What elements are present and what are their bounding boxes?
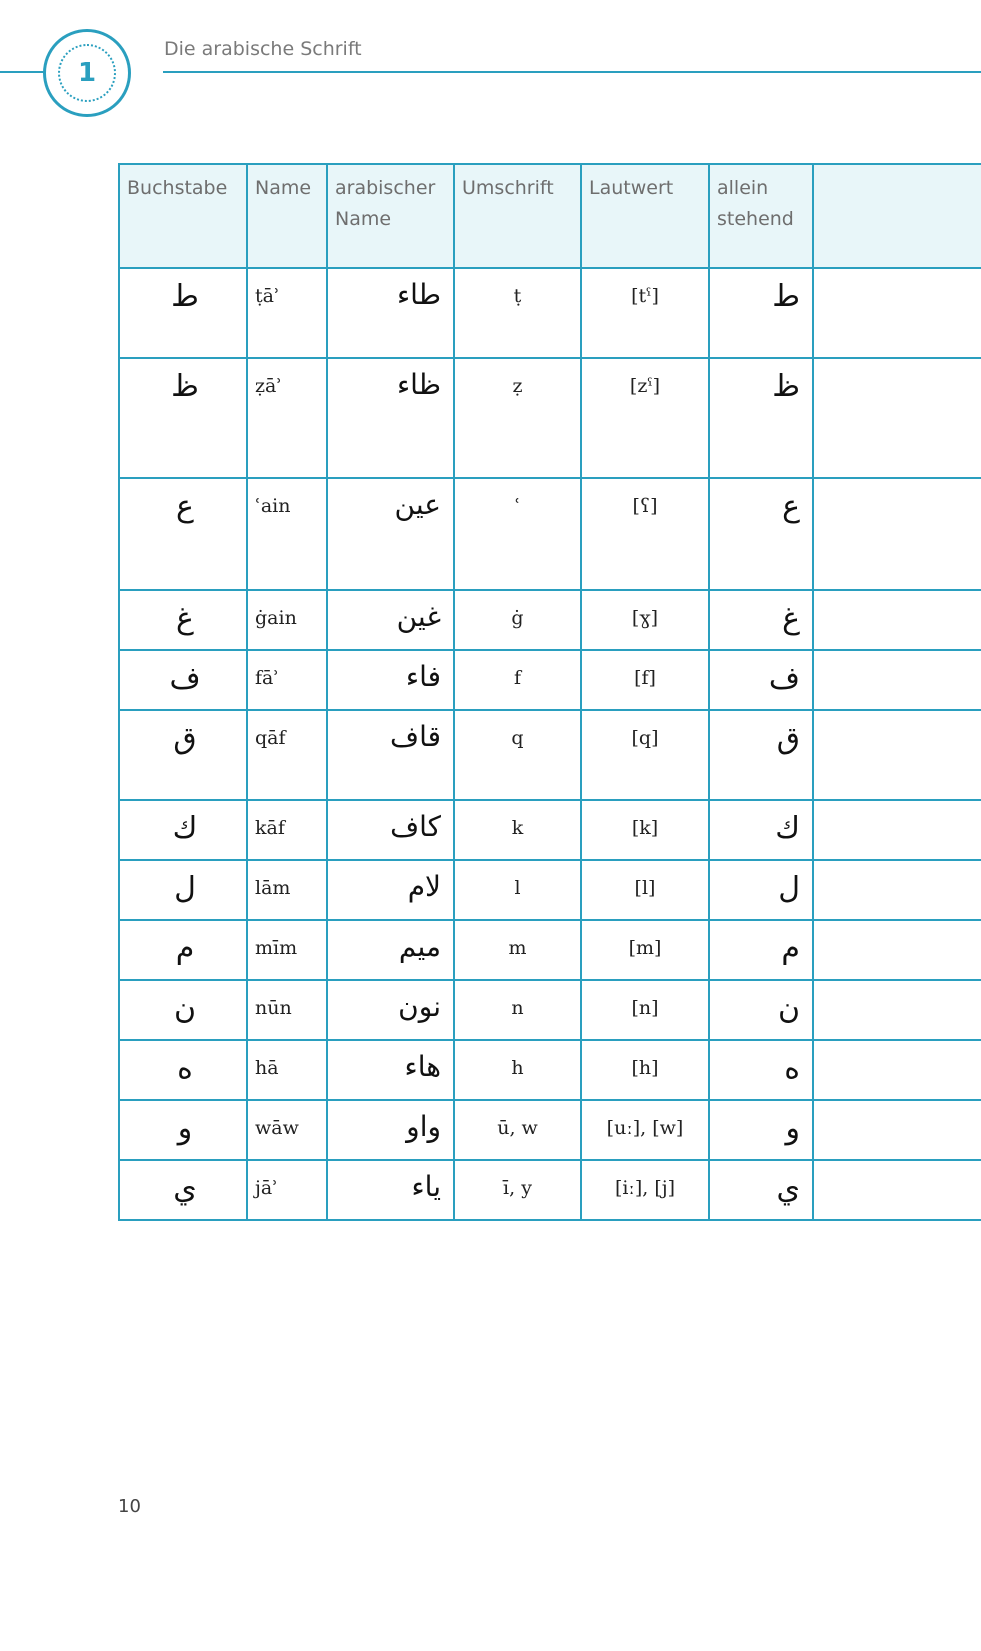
header-rule [163,71,981,73]
transliteration-cell-text: k [511,817,524,839]
sound-cell-text: [iː], [j] [614,1177,676,1199]
sound-cell-text: [tˤ] [631,285,659,307]
transliteration-cell-text: ī, y [503,1177,532,1199]
arabic-name-cell-text: هاء [404,1050,441,1083]
sound-cell [581,268,709,358]
transliteration-cell-text: ʿ [514,495,521,517]
transliteration-cell [454,710,581,800]
name-cell-text: hā [255,1057,279,1079]
transliteration-cell-text: m [508,937,527,959]
isolated-form-cell-text: غ [782,601,800,636]
transliteration-cell-text: q [511,727,524,749]
table-row [119,860,981,920]
letter-cell [119,1160,247,1220]
transliteration-cell [454,650,581,710]
extra-cell [813,800,981,860]
extra-cell [813,268,981,358]
sound-cell [581,800,709,860]
isolated-form-cell [709,590,813,650]
arabic-name-cell [327,1160,454,1220]
name-cell-text: qāf [255,727,286,749]
arabic-name-cell [327,860,454,920]
isolated-form-cell-text: ط [772,279,800,314]
isolated-form-cell-text: ع [782,489,800,524]
transliteration-cell [454,980,581,1040]
transliteration-cell-text: l [514,877,521,899]
name-cell-text: ʿain [255,495,291,517]
sound-cell [581,650,709,710]
name-cell [247,650,327,710]
letter-cell-text: ط [171,279,199,314]
isolated-form-cell-text: ه [784,1051,800,1086]
header-rule-left [0,71,46,73]
sound-cell [581,590,709,650]
arabic-name-cell-text: لام [407,870,441,903]
letter-cell [119,800,247,860]
transliteration-cell [454,1100,581,1160]
isolated-form-cell-text: ن [777,991,800,1026]
letter-cell-text: ن [173,991,197,1026]
sound-cell [581,920,709,980]
name-cell [247,980,327,1040]
transliteration-cell [454,920,581,980]
sound-cell-text: [uː], [w] [606,1117,684,1139]
letter-cell [119,710,247,800]
arabic-name-cell-text: نون [398,990,441,1023]
letter-cell [119,1040,247,1100]
extra-cell [813,860,981,920]
letter-cell-text: غ [176,601,194,636]
name-cell-text: jāʾ [255,1177,279,1199]
arabic-name-cell [327,920,454,980]
arabic-name-cell-text: فاء [405,660,441,693]
arabic-name-cell-text: قاف [390,720,441,753]
sound-cell [581,860,709,920]
column-header-arabic-name: arabischer Name [327,164,454,268]
isolated-form-cell [709,980,813,1040]
transliteration-cell [454,860,581,920]
sound-cell-text: [k] [631,817,659,839]
isolated-form-cell [709,358,813,478]
sound-cell [581,980,709,1040]
extra-cell [813,650,981,710]
chapter-number: 1 [77,58,97,88]
name-cell [247,590,327,650]
table-row [119,920,981,980]
sound-cell [581,478,709,590]
name-cell-text: nūn [255,997,292,1019]
table-row [119,590,981,650]
column-header-name: Name [247,164,327,268]
table-row [119,800,981,860]
extra-cell [813,710,981,800]
letter-cell-text: ل [174,871,196,906]
name-cell [247,710,327,800]
letter-cell-text: ظ [171,369,199,404]
name-cell [247,860,327,920]
column-header-isolated: allein stehend [709,164,813,268]
sound-cell-text: [ʕ] [632,495,658,517]
arabic-name-cell [327,710,454,800]
sound-cell [581,1100,709,1160]
sound-cell-text: [zˤ] [629,375,661,397]
column-header-sound: Lautwert [581,164,709,268]
letter-cell [119,590,247,650]
transliteration-cell-text: n [511,997,524,1019]
extra-cell [813,1040,981,1100]
arabic-name-cell [327,1040,454,1100]
isolated-form-cell [709,650,813,710]
isolated-form-cell [709,478,813,590]
table-row [119,1100,981,1160]
name-cell [247,268,327,358]
letter-cell-text: ف [169,661,201,696]
name-cell [247,478,327,590]
name-cell [247,358,327,478]
arabic-name-cell [327,358,454,478]
table-row [119,1160,981,1220]
extra-cell [813,358,981,478]
letter-cell-text: ك [172,811,198,846]
isolated-form-cell-text: ي [776,1171,800,1206]
sound-cell [581,710,709,800]
isolated-form-cell [709,920,813,980]
transliteration-cell-text: ẓ [512,375,523,397]
arabic-name-cell-text: كاف [390,810,441,843]
arabic-name-cell-text: ياء [411,1170,441,1203]
transliteration-cell-text: h [511,1057,524,1079]
arabic-name-cell [327,1100,454,1160]
isolated-form-cell-text: ق [776,721,800,756]
transliteration-cell [454,478,581,590]
isolated-form-cell [709,800,813,860]
extra-cell [813,1100,981,1160]
sound-cell-text: [ɣ] [631,607,659,629]
page-number: 10 [118,1496,141,1517]
name-cell-text: ṭāʾ [255,285,280,307]
transliteration-cell [454,590,581,650]
letter-cell [119,478,247,590]
arabic-name-cell [327,478,454,590]
letter-cell-text: ه [177,1051,193,1086]
letter-cell [119,358,247,478]
extra-cell [813,478,981,590]
transliteration-cell-text: ṭ [513,285,522,307]
transliteration-cell-text: ġ [511,607,524,629]
isolated-form-cell-text: ف [768,661,800,696]
page-title: Die arabische Schrift [164,38,362,60]
transliteration-cell [454,268,581,358]
extra-cell [813,590,981,650]
sound-cell-text: [n] [631,997,659,1019]
name-cell-text: lām [255,877,291,899]
arabic-name-cell [327,590,454,650]
sound-cell [581,358,709,478]
isolated-form-cell [709,860,813,920]
name-cell [247,1160,327,1220]
name-cell [247,920,327,980]
transliteration-cell [454,1160,581,1220]
isolated-form-cell-text: ل [778,871,800,906]
extra-cell [813,1160,981,1220]
sound-cell-text: [h] [631,1057,659,1079]
arabic-name-cell [327,268,454,358]
table-row [119,358,981,478]
transliteration-cell [454,800,581,860]
letter-cell [119,920,247,980]
table-row [119,710,981,800]
sound-cell-text: [m] [628,937,662,959]
table-header-row [119,164,981,268]
letter-cell-text: م [175,931,195,966]
transliteration-cell [454,358,581,478]
sound-cell-text: [l] [634,877,656,899]
transliteration-cell-text: ū, w [497,1117,538,1139]
name-cell-text: fāʾ [255,667,280,689]
arabic-name-cell-text: واو [406,1110,441,1143]
letter-cell-text: و [177,1111,193,1146]
arabic-name-cell-text: ظاء [397,368,441,401]
table-row [119,980,981,1040]
extra-cell [813,980,981,1040]
isolated-form-cell-text: و [785,1111,800,1146]
sound-cell-text: [f] [634,667,656,689]
transliteration-cell [454,1040,581,1100]
name-cell [247,1040,327,1100]
column-header-letter: Buchstabe [119,164,247,268]
column-header-transliteration: Umschrift [454,164,581,268]
arabic-name-cell-text: طاء [397,278,441,311]
isolated-form-cell [709,1160,813,1220]
isolated-form-cell-text: ظ [772,369,800,404]
table-row [119,1040,981,1100]
letter-cell-text: ع [176,489,194,524]
sound-cell-text: [q] [631,727,659,749]
isolated-form-cell [709,1100,813,1160]
isolated-form-cell [709,710,813,800]
isolated-form-cell [709,1040,813,1100]
arabic-name-cell [327,800,454,860]
name-cell [247,1100,327,1160]
letter-cell [119,860,247,920]
name-cell-text: kāf [255,817,285,839]
chapter-badge-inner [58,44,116,102]
sound-cell [581,1160,709,1220]
letter-cell [119,268,247,358]
arabic-name-cell [327,980,454,1040]
table-row [119,650,981,710]
arabic-name-cell-text: ميم [398,930,441,963]
sound-cell [581,1040,709,1100]
name-cell [247,800,327,860]
letter-cell [119,980,247,1040]
isolated-form-cell-text: م [781,931,800,966]
letter-cell [119,1100,247,1160]
letter-cell-text: ي [173,1171,197,1206]
extra-cell [813,920,981,980]
letter-cell [119,650,247,710]
isolated-form-cell [709,268,813,358]
chapter-badge [43,29,131,117]
name-cell-text: mīm [255,937,298,959]
transliteration-cell-text: f [513,667,522,689]
table-row [119,268,981,358]
arabic-name-cell-text: غين [396,600,441,633]
alphabet-table [118,163,981,1221]
name-cell-text: ẓāʾ [255,375,283,397]
table-row [119,478,981,590]
name-cell-text: wāw [255,1117,299,1139]
table-body [119,268,981,1220]
arabic-name-cell [327,650,454,710]
isolated-form-cell-text: ك [775,811,800,846]
arabic-name-cell-text: عين [394,488,441,521]
letter-cell-text: ق [173,721,197,756]
name-cell-text: ġain [255,607,297,629]
column-header-extra [813,164,981,268]
